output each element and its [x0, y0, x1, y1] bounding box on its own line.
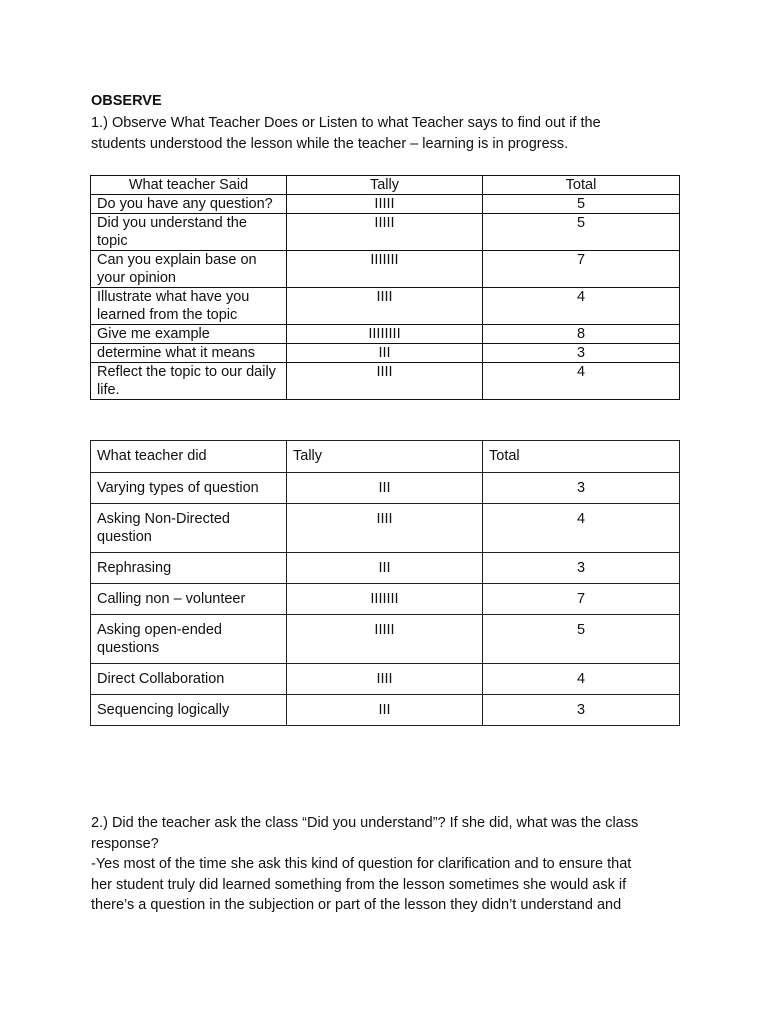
table-row: [91, 363, 680, 400]
did-cell: Asking Non-Directed question: [91, 504, 287, 553]
header-what-teacher-did: What teacher did: [91, 441, 287, 473]
teacher-said-table: [90, 175, 680, 400]
table-row: [91, 584, 680, 615]
did-cell: Sequencing logically: [91, 695, 287, 726]
table-row: [91, 344, 680, 363]
answer-2-line-2: her student truly did learned something from the lesson sometimes she would ask if: [91, 876, 627, 893]
total-cell: 3: [483, 344, 680, 363]
table-row: [91, 615, 680, 664]
total-cell: 4: [483, 664, 680, 695]
tally-cell: IIIII: [287, 214, 483, 251]
total-cell: 5: [483, 615, 680, 664]
tally-cell: IIII: [287, 363, 483, 400]
table-row: [91, 504, 680, 553]
total-cell: 3: [483, 473, 680, 504]
question-2-line-1: 2.) Did the teacher ask the class “Did you understand”? If she did, what was the class: [91, 815, 639, 831]
table-row: [91, 288, 680, 325]
table-row: [91, 195, 680, 214]
said-cell: Reflect the topic to our daily life.: [91, 363, 287, 400]
did-cell: Varying types of question: [91, 473, 287, 504]
answer-2-line-3: there’s a question in the subjection or part of the lesson they didn’t understand and: [91, 897, 622, 913]
table-row: [91, 664, 680, 695]
total-cell: 7: [483, 251, 680, 288]
tally-cell: IIIII: [287, 195, 483, 214]
tally-cell: IIII: [287, 504, 483, 553]
tally-cell: III: [287, 344, 483, 363]
header-what-teacher-said: What teacher Said: [91, 176, 287, 195]
question-2: [91, 813, 711, 916]
table-row: [91, 325, 680, 344]
tally-cell: IIII: [287, 664, 483, 695]
table-header-row: [91, 441, 680, 473]
did-cell: Rephrasing: [91, 553, 287, 584]
table-row: [91, 553, 680, 584]
question-1-line-1: 1.) Observe What Teacher Does or Listen to what Teacher says to find out if the: [91, 115, 601, 131]
said-cell: Can you explain base on your opinion: [91, 251, 287, 288]
question-2-line-2: response?: [91, 835, 159, 852]
header-total: Total: [483, 176, 680, 195]
said-cell: Illustrate what have you learned from the topic: [91, 288, 287, 325]
teacher-did-table: [90, 440, 680, 726]
total-cell: 7: [483, 584, 680, 615]
did-cell: Calling non – volunteer: [91, 584, 287, 615]
table-row: [91, 695, 680, 726]
header-tally: Tally: [287, 176, 483, 195]
table-row: [91, 251, 680, 288]
answer-2-line-1: -Yes most of the time she ask this kind of question for clarification and to ensure that: [91, 856, 632, 872]
tally-cell: III: [287, 695, 483, 726]
tally-cell: III: [287, 553, 483, 584]
header-tally: Tally: [287, 441, 483, 473]
total-cell: 8: [483, 325, 680, 344]
question-1: [91, 113, 691, 154]
section-heading: OBSERVE: [91, 93, 162, 109]
tally-cell: IIIIIIII: [287, 325, 483, 344]
total-cell: 5: [483, 195, 680, 214]
question-1-line-2: students understood the lesson while the teacher – learning is in progress.: [91, 135, 569, 152]
total-cell: 4: [483, 288, 680, 325]
total-cell: 4: [483, 363, 680, 400]
tally-cell: III: [287, 473, 483, 504]
header-total: Total: [483, 441, 680, 473]
said-cell: Do you have any question?: [91, 195, 287, 214]
table-row: [91, 473, 680, 504]
total-cell: 4: [483, 504, 680, 553]
tally-cell: IIIII: [287, 615, 483, 664]
tally-cell: IIIIIII: [287, 584, 483, 615]
said-cell: Give me example: [91, 325, 287, 344]
did-cell: Asking open-ended questions: [91, 615, 287, 664]
said-cell: determine what it means: [91, 344, 287, 363]
table-header-row: [91, 176, 680, 195]
total-cell: 3: [483, 553, 680, 584]
table-row: [91, 214, 680, 251]
did-cell: Direct Collaboration: [91, 664, 287, 695]
tally-cell: IIII: [287, 288, 483, 325]
total-cell: 5: [483, 214, 680, 251]
tally-cell: IIIIIII: [287, 251, 483, 288]
total-cell: 3: [483, 695, 680, 726]
said-cell: Did you understand the topic: [91, 214, 287, 251]
